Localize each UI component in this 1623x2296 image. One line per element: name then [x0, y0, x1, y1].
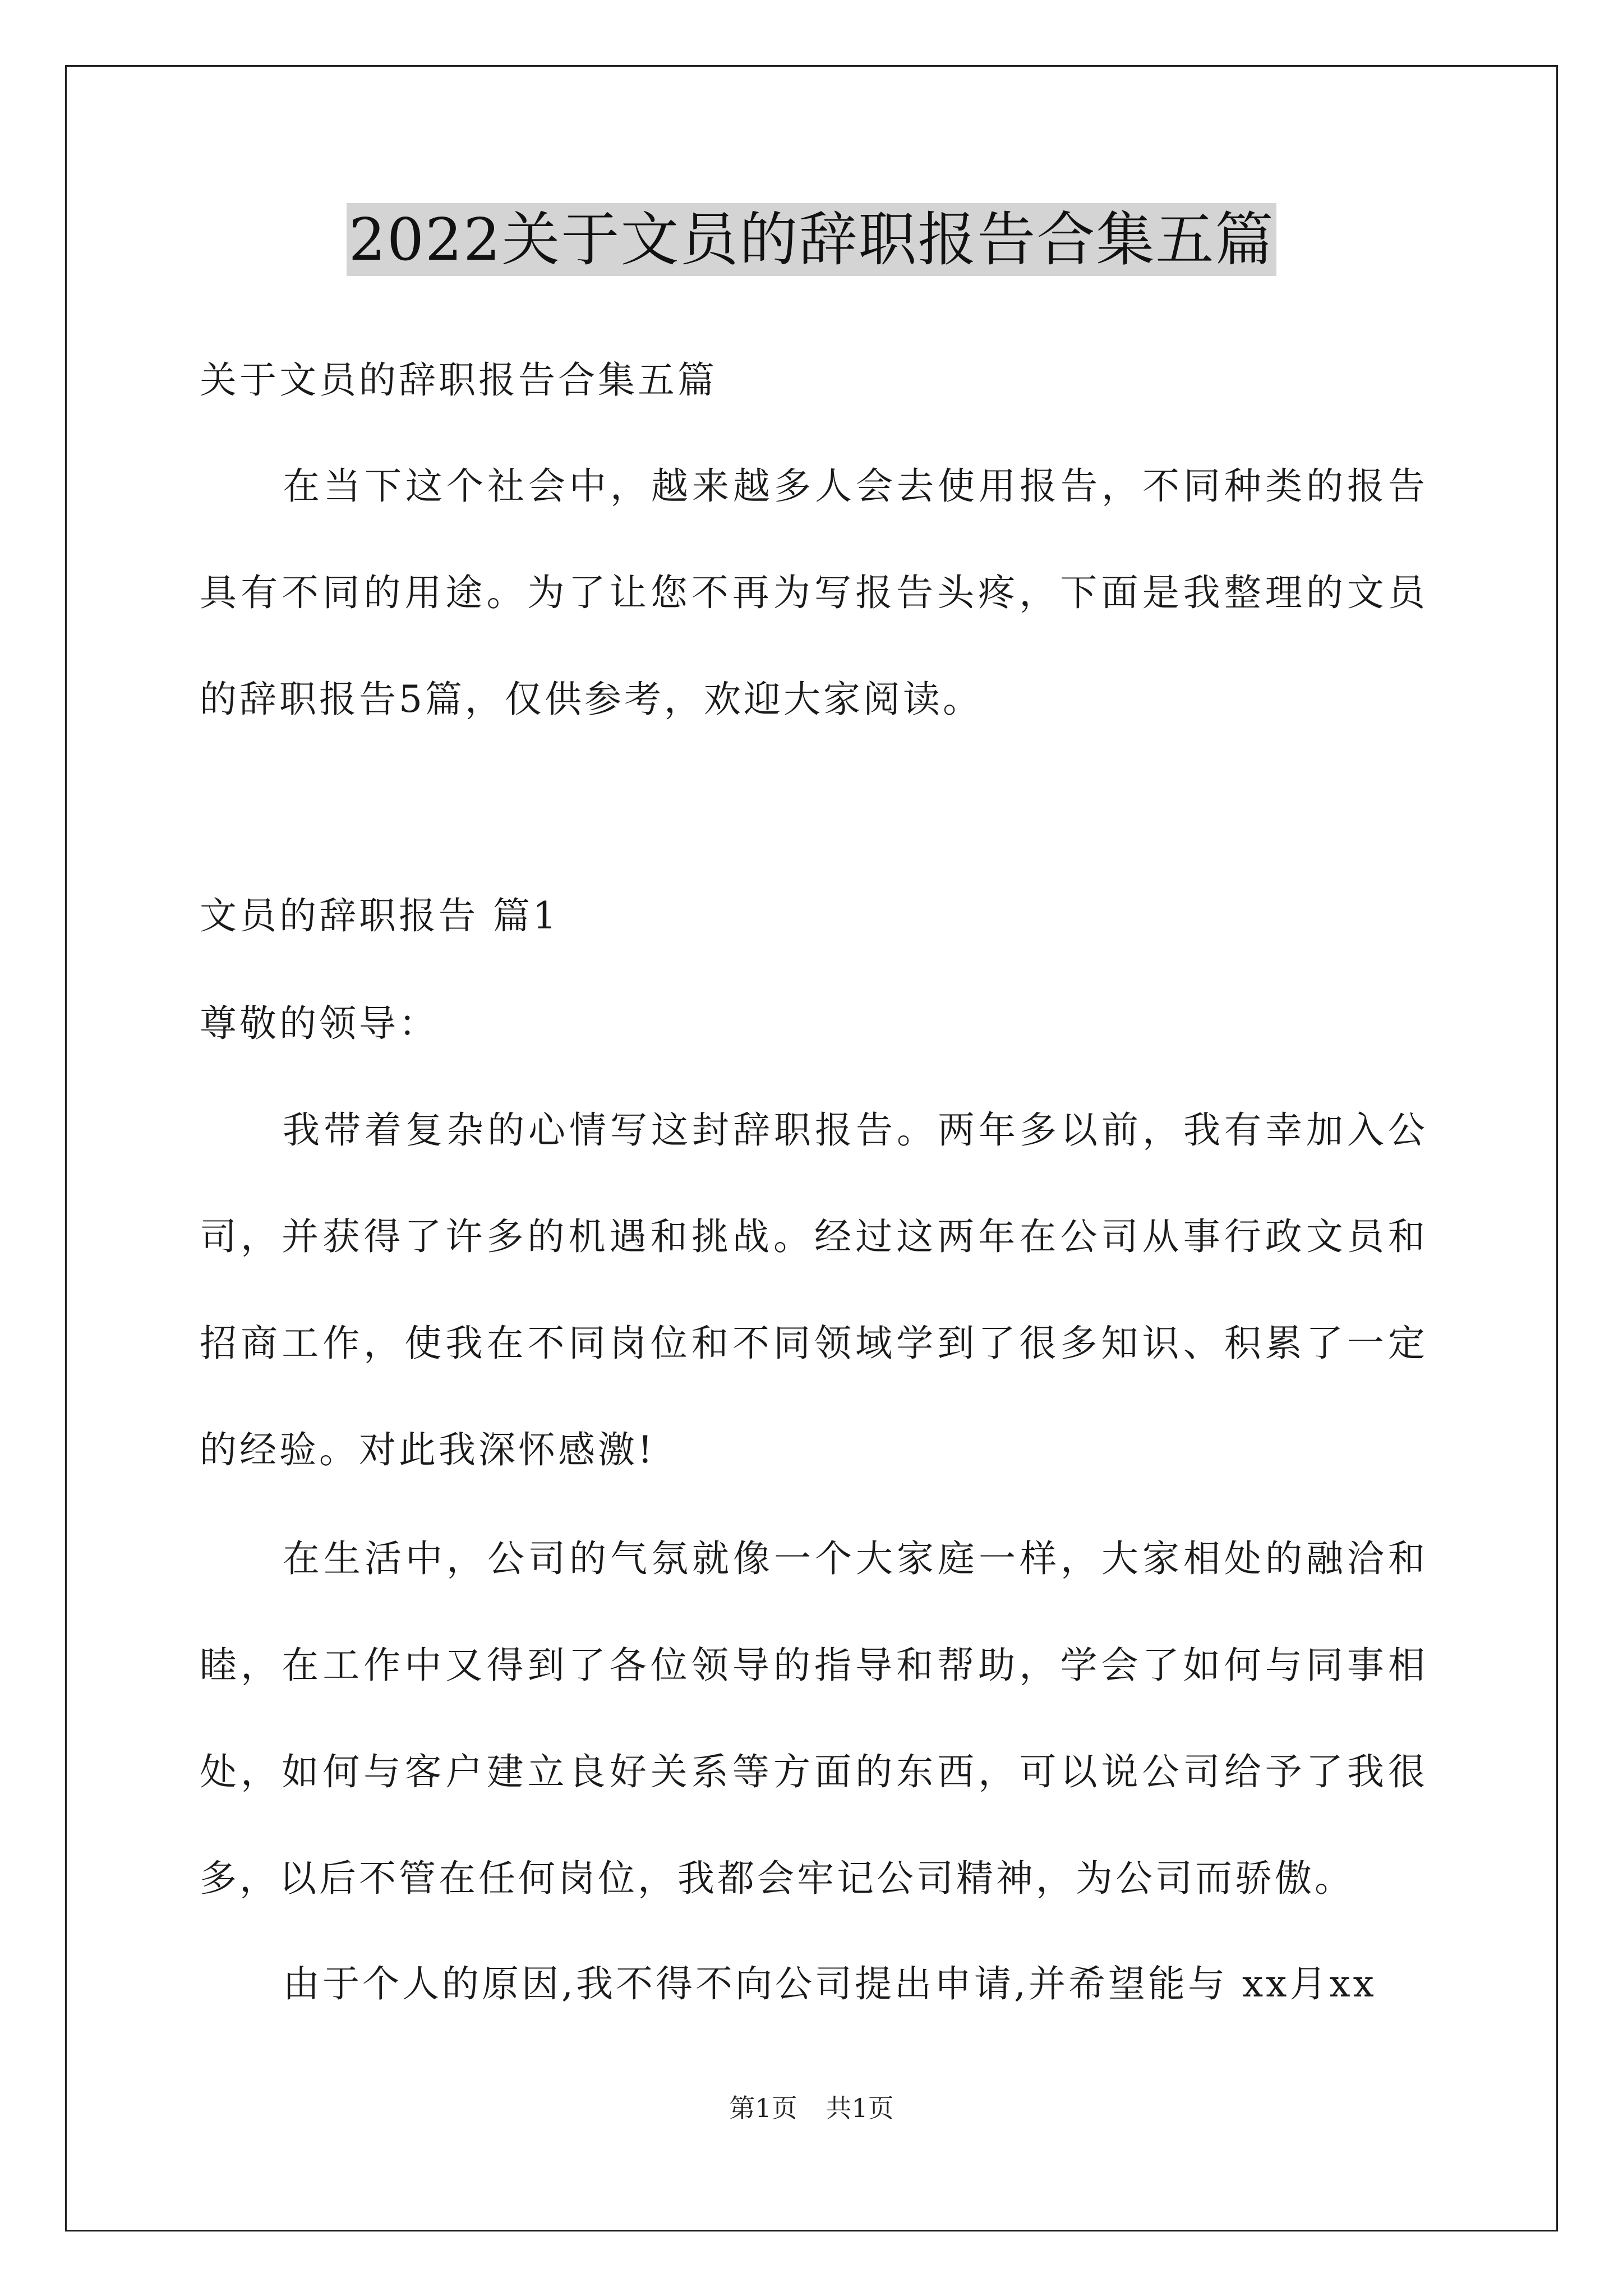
salutation: 尊敬的领导： — [200, 1002, 439, 1045]
intro-paragraph: 在当下这个社会中，越来越多人会去使用报告，不同种类的报告具有不同的用途。为了让您不再为写报告头疼，下面是我整理的文员的辞职报告5篇，仅供参考，欢迎大家阅读。 — [200, 464, 1428, 721]
page-number-current: 第1页 — [729, 2093, 797, 2123]
document-subtitle: 关于文员的辞职报告合集五篇 — [200, 358, 717, 402]
title-container — [0, 203, 1623, 276]
section-heading: 文员的辞职报告 篇1 — [200, 894, 559, 937]
body-paragraph-1: 我带着复杂的心情写这封辞职报告。两年多以前，我有幸加入公司，并获得了许多的机遇和挑战。经过这两年在公司从事行政文员和招商工作，使我在不同岗位和不同领域学到了很多知识、积累了一定的经验。对此我深怀感激! — [200, 1108, 1428, 1471]
body-paragraph-2: 在生活中，公司的气氛就像一个大家庭一样，大家相处的融洽和睦，在工作中又得到了各位领导的指导和帮助，学会了如何与同事相处，如何与客户建立良好关系等方面的东西，可以说公司给予了我很多，以后不管在任何岗位，我都会牢记公司精神，为公司而骄傲。 — [200, 1537, 1428, 1900]
page-number-total: 共1页 — [826, 2093, 894, 2123]
document-title: 2022关于文员的辞职报告合集五篇 — [347, 203, 1277, 276]
page-footer — [0, 2091, 1623, 2125]
body-paragraph-3: 由于个人的原因,我不得不向公司提出申请,并希望能与 xx月xx — [283, 1962, 1377, 2005]
